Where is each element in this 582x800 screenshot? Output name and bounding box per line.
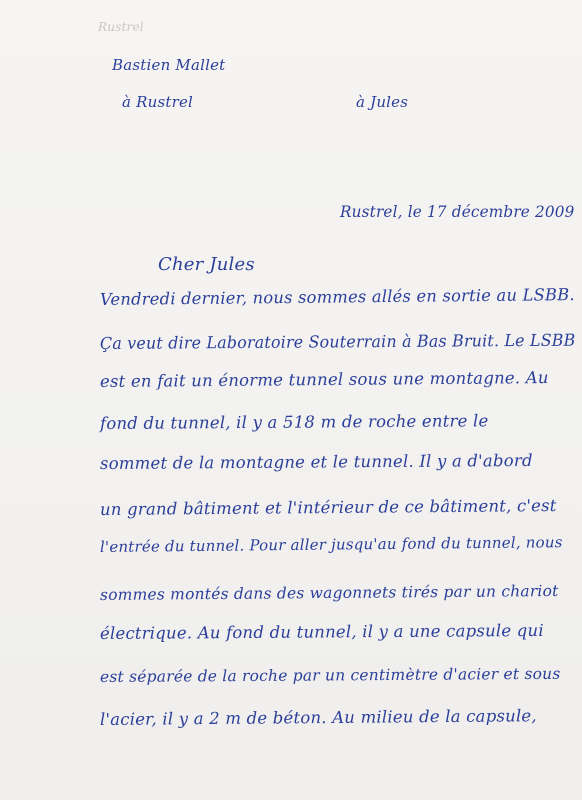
body-line: un grand bâtiment et l'intérieur de ce bâtiment, c'est bbox=[99, 496, 557, 519]
body-line: Vendredi dernier, nous sommes allés en sortie au LSBB. bbox=[99, 285, 575, 309]
body-line: l'entrée du tunnel. Pour aller jusqu'au fond du tunnel, nous bbox=[99, 533, 563, 556]
body-line: électrique. Au fond du tunnel, il y a une capsule qui bbox=[99, 620, 544, 643]
body-line: sommes montés dans des wagonnets tirés par un chariot bbox=[99, 581, 559, 604]
body-line: fond du tunnel, il y a 518 m de roche entre le bbox=[99, 411, 489, 433]
recipient: à Jules bbox=[356, 93, 409, 111]
body-line: l'acier, il y a 2 m de béton. Au milieu de la capsule, bbox=[99, 706, 537, 729]
sender-place: à Rustrel bbox=[122, 93, 194, 111]
body-line: est séparée de la roche par un centimètre d'acier et sous bbox=[99, 664, 561, 686]
body-line: Ça veut dire Laboratoire Souterrain à Bas Bruit. Le LSBB bbox=[99, 330, 576, 353]
sender-name: Bastien Mallet bbox=[112, 56, 226, 74]
body-line: sommet de la montagne et le tunnel. Il y a d'abord bbox=[99, 450, 533, 473]
body-line: est en fait un énorme tunnel sous une montagne. Au bbox=[99, 368, 549, 391]
faint-heading: Rustrel bbox=[98, 20, 144, 34]
date-line: Rustrel, le 17 décembre 2009 bbox=[340, 202, 575, 221]
greeting: Cher Jules bbox=[158, 254, 255, 275]
